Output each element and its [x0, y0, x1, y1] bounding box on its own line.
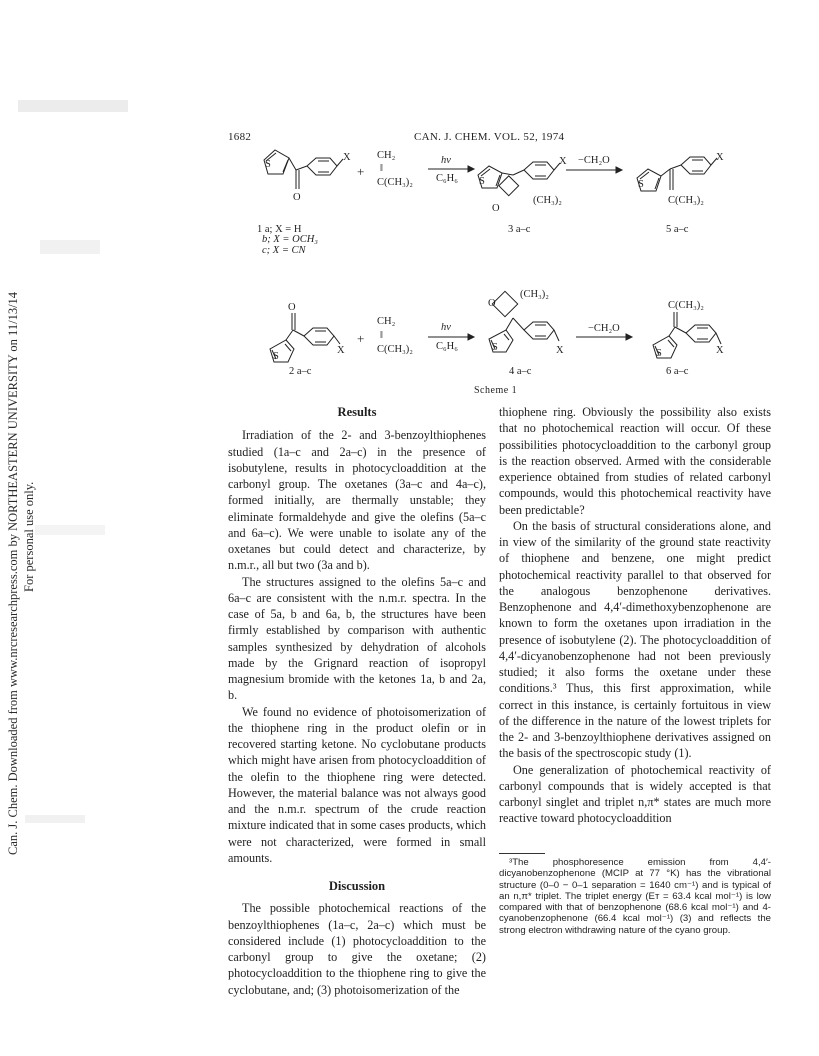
oxygen-label: O [488, 298, 496, 309]
compound-5-label: 5 a–c [666, 224, 689, 235]
oxygen-label: O [288, 302, 296, 313]
results-paragraph-3: We found no evidence of photoisomerization of the thiophene ring in the product olefin or in recovered starting ketone. No cyclobutane products which might have arisen from photocycloaddition of the olefin to the thiophene ring were detected. However, the material balance was not always good and the n.m.r. spectrum of the crude reaction mixture indicated that in some cases products, which were not characterized, were formed in small amounts. [228, 704, 486, 865]
results-paragraph-1: Irradiation of the 2- and 3-benzoylthiophenes studied (1a–c and 2a–c) in the presence of isobutylene, results in photocycloaddition at the carbonyl group. The oxetanes (3a–c and 4a–c), formed initially, are thermally unstable; they eliminate formaldehyde and give the olefins (5a–c and 6a–c). We were unable to isolate any of the oxetanes but could detect and characterize, by n.m.r., all but two (3a and b). [228, 428, 486, 573]
hv-label: hν [441, 322, 451, 333]
discussion-paragraph-3: On the basis of structural considerations alone, and in view of the similarity of the ground state reactivity of thiophene and benzene, one might predict photochemical reactivity parallel to that observed for the analogous benzophenone derivatives. Benzophenone and 4,4′-dimethoxybenzophenone are known to form the oxetanes upon irradiation in the presence of isobutylene (2). The photocycloaddition of 4,4′-dicyanobenzophenone had not been previously studied; it also forms the oxetane under these conditions.³ Thus, this first approximation, while correct in this instance, is certainly fortuitous in view of the difference in the nature of the lowest triplets for the 2- and 3-benzoylthiophene derivatives assigned on the basis of the spectroscopic study (1). [499, 518, 771, 761]
scan-artifact [35, 525, 105, 535]
substituent-x-label: X [343, 152, 351, 163]
sulfur-label: S [265, 159, 271, 170]
compound-2-structure [270, 313, 340, 362]
substituent-x-label: X [716, 345, 724, 356]
compound-1-structure [264, 150, 343, 189]
running-header: CAN. J. CHEM. VOL. 52, 1974 [414, 131, 565, 143]
compound-5-structure [637, 157, 717, 191]
results-heading: Results [337, 405, 377, 419]
double-bond-symbol: ‖ [380, 163, 383, 174]
page-number: 1682 [228, 131, 252, 143]
compound-3-label: 3 a–c [508, 224, 531, 235]
personal-use-notice: For personal use only. [22, 481, 36, 592]
loss-formaldehyde: −CH₂O [588, 323, 620, 334]
hv-label: hν [441, 155, 451, 166]
sulfur-label: S [273, 351, 279, 362]
sulfur-label: S [492, 342, 498, 353]
dimethyl-label: (CH₃)₂ [533, 195, 562, 206]
isobutylene-ch2: CH₂ [377, 150, 396, 161]
discussion-heading: Discussion [328, 879, 386, 893]
scheme-caption: Scheme 1 [474, 385, 518, 396]
compound-6-label: 6 a–c [666, 366, 689, 377]
loss-formaldehyde: −CH₂O [578, 155, 610, 166]
compound-2-label: 2 a–c [289, 366, 312, 377]
compound-4-label: 4 a–c [509, 366, 532, 377]
solvent-label: C₆H₆ [436, 341, 458, 352]
sulfur-label: S [479, 176, 485, 187]
compound-6-structure [653, 312, 721, 358]
isopropylidene-label: C(CH₃)₂ [668, 300, 704, 311]
oxygen-label: O [492, 203, 500, 214]
solvent-label: C₆H₆ [436, 173, 458, 184]
plus-sign: + [357, 331, 365, 346]
substituent-x-label: X [716, 152, 724, 163]
discussion-paragraph-2: thiophene ring. Obviously the possibility also exists that no photochemical reaction will occur. Of these possibilities photocycloaddition to the carbonyl group is the reaction observed. Armed with the considerable experience obtained from studies of related carbonyl compounds, would this photochemical reactivity have been predictable? [499, 405, 771, 517]
scan-artifact [25, 815, 85, 823]
compound-1c-label: c; X = CN [262, 245, 306, 256]
discussion-paragraph-1: The possible photochemical reactions of the benzoylthiophenes (1a–c, 2a–c) which must be considered include (1) photocycloaddition to the carbonyl group to give the oxetane; (2) photocycloaddition to the thiophene ring to give the cyclobutane, and; (3) photoisomerization of the [228, 901, 486, 997]
results-paragraph-2: The structures assigned to the olefins 5a–c and 6a–c are consistent with the n.m.r. spectra. In the case of 5a, b and 6a, b, the structures have been firmly established by comparison with authentic samples synthesized by dehydration of alcohols made by the Grignard reaction of isopropyl magnesium bromide with the ketones 1a, b and 2a, b. [228, 574, 486, 703]
left-column [228, 404, 486, 998]
discussion-paragraph-4: One generalization of photochemical reactivity of carbonyl compounds that is widely accepted is that carbonyl singlet and triplet n,π* states are much more reactive toward photocycloaddition [499, 762, 771, 826]
compound-1a-label: 1 a; X = H [257, 224, 302, 235]
isobutylene-cme2: C(CH₃)₂ [377, 344, 413, 355]
footnote [499, 857, 771, 936]
sulfur-label: S [656, 348, 662, 359]
compound-4-structure [489, 291, 559, 352]
oxygen-label: O [293, 192, 301, 203]
plus-sign: + [357, 164, 365, 179]
isobutylene-cme2: C(CH₃)₂ [377, 177, 413, 188]
download-notice: Can. J. Chem. Downloaded from www.nrcresearchpress.com by NORTHEASTERN UNIVERSITY on 11/13/14 [6, 291, 20, 855]
substituent-x-label: X [556, 345, 564, 356]
dimethyl-label: (CH₃)₂ [520, 289, 549, 300]
isobutylene-ch2: CH₂ [377, 316, 396, 327]
compound-3-structure [478, 162, 560, 196]
footnote-rule [499, 853, 545, 854]
sulfur-label: S [638, 179, 644, 190]
double-bond-symbol: ‖ [380, 330, 383, 341]
substituent-x-label: X [559, 156, 567, 167]
substituent-x-label: X [337, 345, 345, 356]
footnote-text: ³The phosphoresence emission from 4,4′-dicyanobenzophenone (MCIP at 77 °K) has the vibrational structure (0–0 − 0–1 separation = 1640 cm⁻¹) and is typical of an n,π* triplet. The triplet energy (Eᴛ = 63.4 kcal mol⁻¹) is low compared with that of benzophenone (68.6 kcal mol⁻¹) and 4-cyanobenzophenone (66.4 kcal mol⁻¹) (3) and reflects the strong electron withdrawing nature of the cyano group. [499, 857, 771, 936]
right-column [499, 404, 771, 827]
isopropylidene-label: C(CH₃)₂ [668, 195, 704, 206]
compound-1b-label: b; X = OCH₃ [262, 234, 318, 245]
reaction-scheme [0, 0, 819, 400]
